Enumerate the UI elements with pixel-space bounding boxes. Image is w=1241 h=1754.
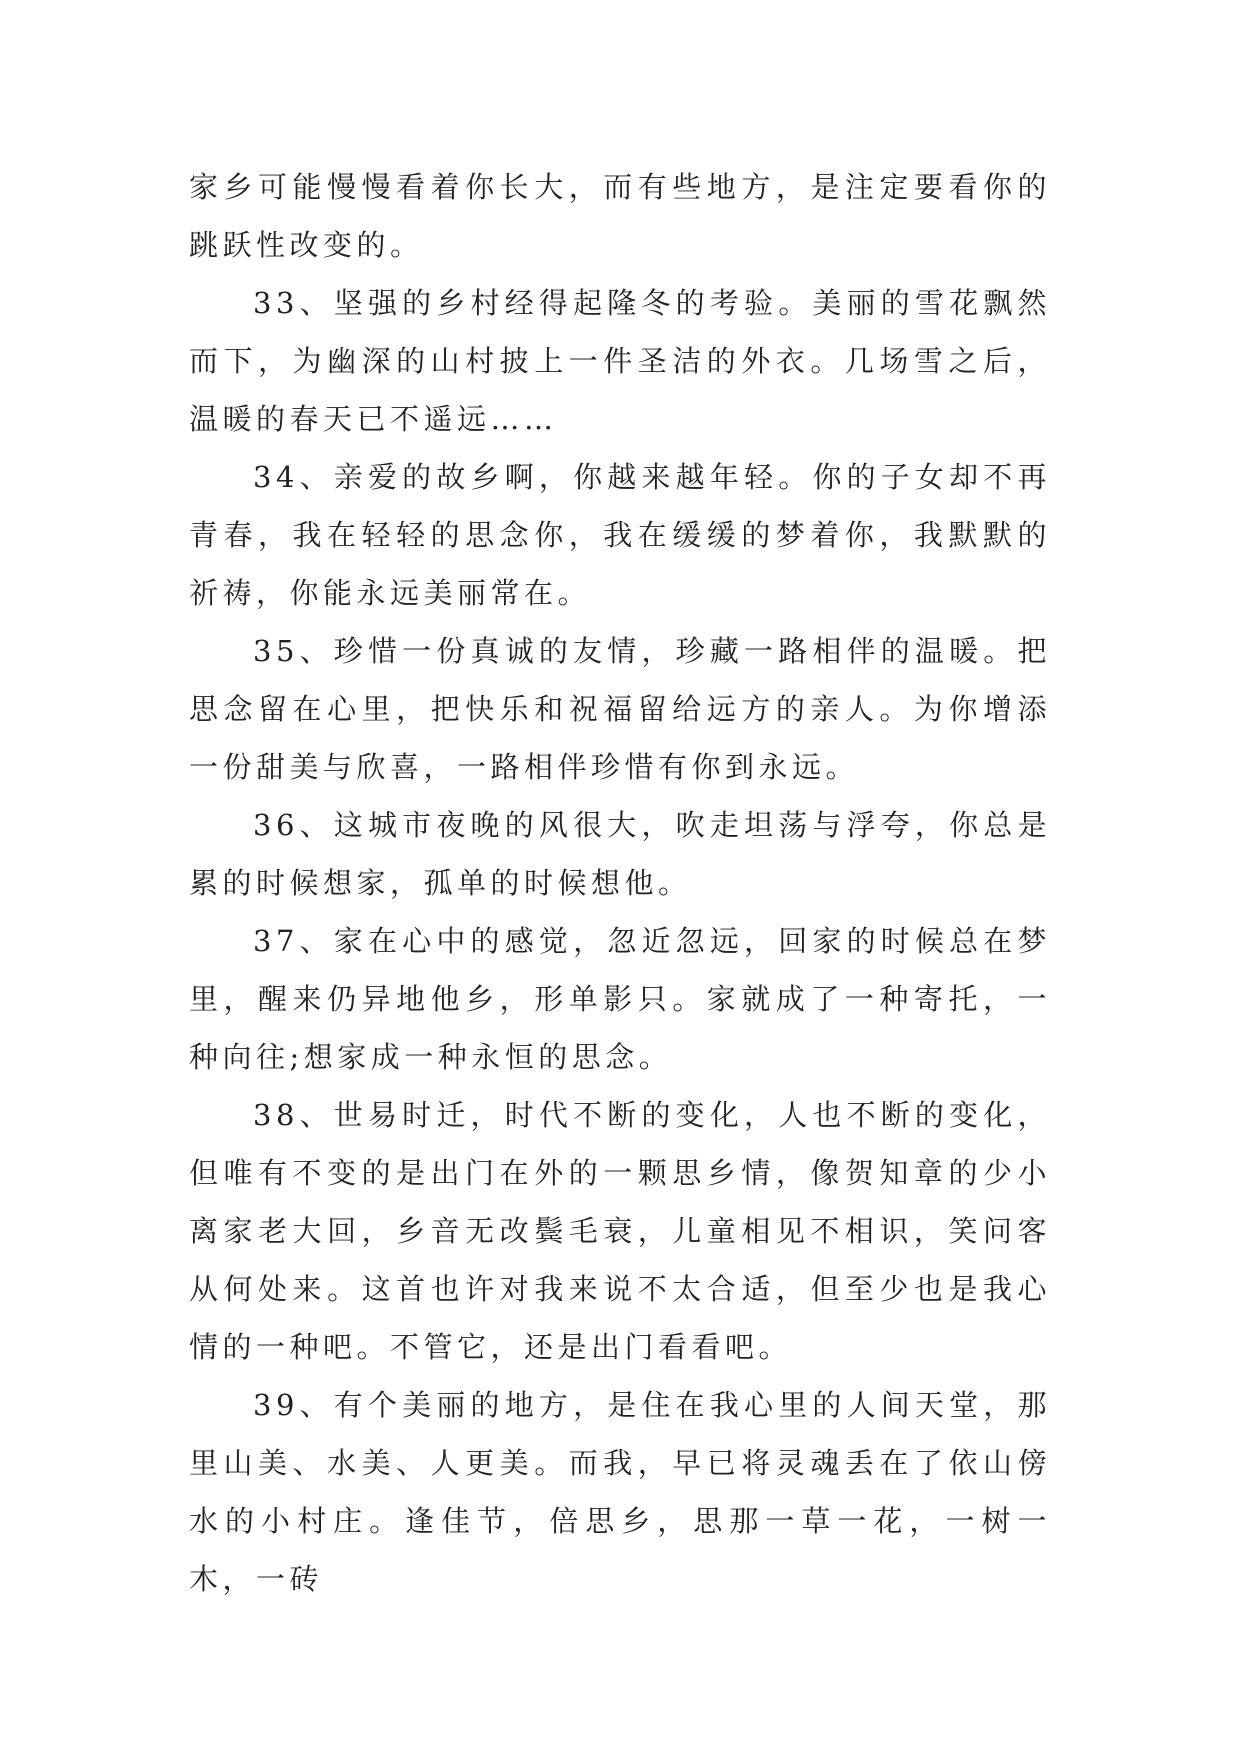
paragraph-37: 37、家在心中的感觉，忽近忽远，回家的时候总在梦里，醒来仍异地他乡，形单影只。家就成了一种寄托，一种向往;想家成一种永恒的思念。 (189, 924, 1051, 1074)
paragraph-38: 38、世易时迁，时代不断的变化，人也不断的变化，但唯有不变的是出门在外的一颗思乡情，像贺知章的少小离家老大回，乡音无改鬓毛衰，儿童相见不相识，笑问客从何处来。这首也许对我来说不太合适，但至少也是我心情的一种吧。不管它，还是出门看看吧。 (189, 1098, 1051, 1364)
paragraph-34: 34、亲爱的故乡啊，你越来越年轻。你的子女却不再青春，我在轻轻的思念你，我在缓缓的梦着你，我默默的祈祷，你能永远美丽常在。 (189, 460, 1051, 610)
paragraph-39: 39、有个美丽的地方，是住在我心里的人间天堂，那里山美、水美、人更美。而我，早已将灵魂丢在了依山傍水的小村庄。逢佳节，倍思乡，思那一草一花，一树一木，一砖 (189, 1388, 1051, 1596)
document-body (189, 158, 1051, 1608)
paragraph-35: 35、珍惜一份真诚的友情，珍藏一路相伴的温暖。把思念留在心里，把快乐和祝福留给远方的亲人。为你增添一份甜美与欣喜，一路相伴珍惜有你到永远。 (189, 634, 1051, 784)
paragraph-33: 33、坚强的乡村经得起隆冬的考验。美丽的雪花飘然而下，为幽深的山村披上一件圣洁的外衣。几场雪之后，温暖的春天已不遥远…… (189, 286, 1051, 436)
paragraph-continued: 家乡可能慢慢看着你长大，而有些地方，是注定要看你的跳跃性改变的。 (189, 170, 1051, 262)
paragraph-36: 36、这城市夜晚的风很大，吹走坦荡与浮夸，你总是累的时候想家，孤单的时候想他。 (189, 808, 1051, 900)
